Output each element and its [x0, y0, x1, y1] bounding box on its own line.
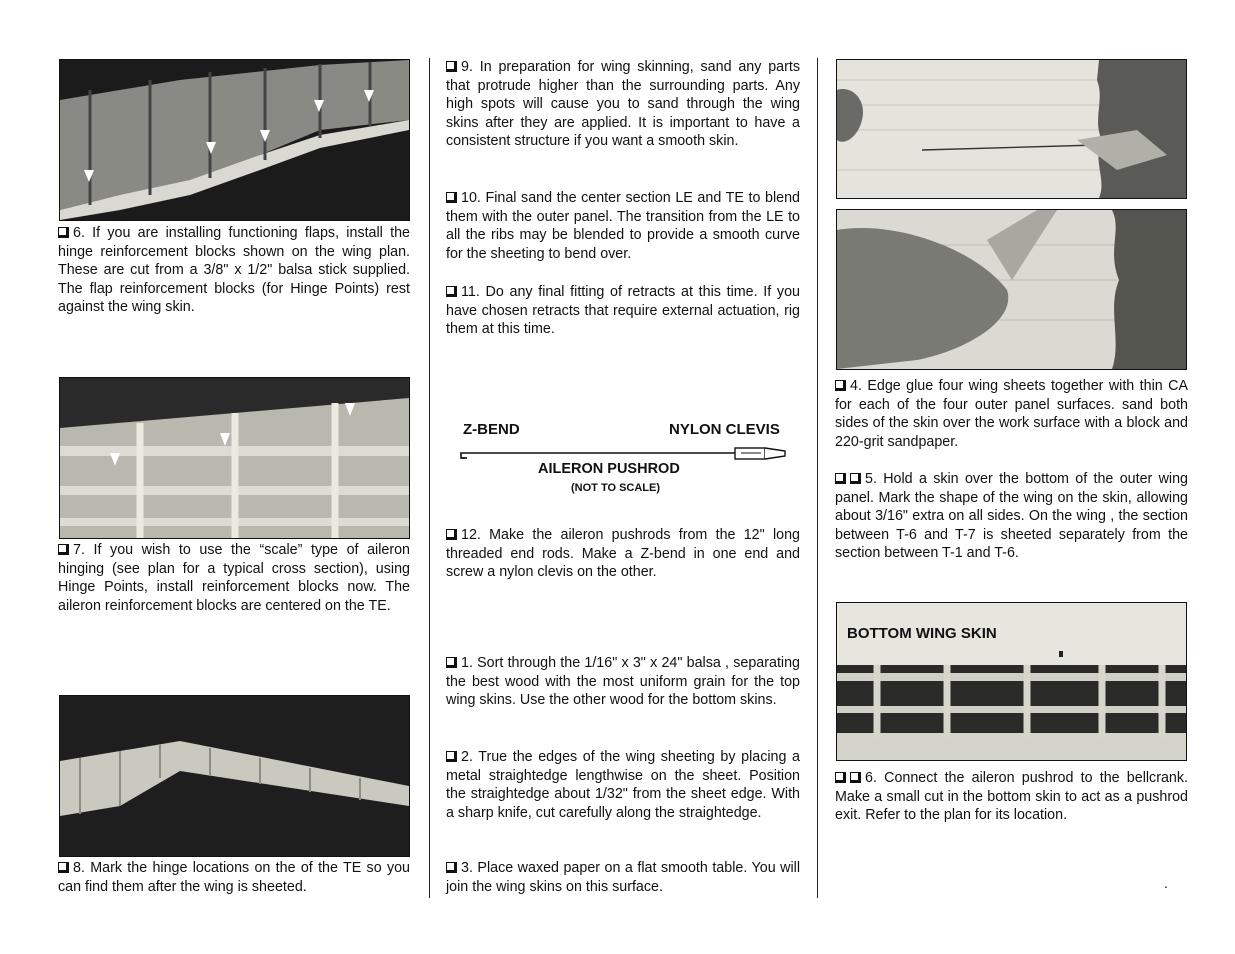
checkbox-icon[interactable] [446, 529, 457, 540]
middle-skin-1: 1. Sort through the 1/16" x 3" x 24" balsa , separating the best wood with the most uniform grain for the top wing skins. Use the other wood for the bottom skins. [446, 655, 800, 709]
checkbox-icon[interactable] [446, 61, 457, 72]
middle-skin-2: 2. True the edges of the wing sheeting by placing a metal straightedge lengthwise on the sheet. Position the straightedge about 1/32" from the sheet edge. With a sharp knife, cut carefully along the straightedge. [446, 749, 800, 821]
right-skin-5: 5. Hold a skin over the bottom of the outer wing panel. Mark the shape of the wing on the skin, allowing about 3/16" extra on all sides. On the wing , the section between T-6 and T-7 is sheeted separately from the section between T-1 and T-6. [835, 471, 1188, 562]
middle-step-11: 11. Do any final fitting of retracts at this time. If you have chosen retracts that require external actuation, rig them at this time. [446, 284, 800, 338]
left-step-6: 6. If you are installing functioning flaps, install the hinge reinforcement blocks shown on the wing plan. These are cut from a 3/8" x 1/2" balsa stick supplied. The flap reinforcement blocks (for Hinge Points) rest against the wing skin. [58, 225, 410, 316]
column-divider-left [429, 58, 430, 898]
checkbox-icon[interactable] [446, 862, 457, 873]
left-step-7: 7. If you wish to use the “scale” type of aileron hinging (see plan for a typical cross section), using Hinge Points, install reinforcement blocks now. The aileron reinforcement blocks are centered on the TE. [58, 542, 410, 614]
diagram-clevis-label: NYLON CLEVIS [669, 421, 780, 438]
diagram-zbend-label: Z-BEND [463, 421, 520, 438]
photo-aileron-reinforcement [59, 377, 410, 539]
checkbox-icon[interactable] [835, 473, 846, 484]
photo-flap-reinforcement [59, 59, 410, 221]
photo-label: BOTTOM WING SKIN [847, 625, 997, 642]
checkbox-icon[interactable] [58, 862, 69, 873]
photo-hinge-marks [59, 695, 410, 857]
middle-step-12: 12. Make the aileron pushrods from the 12" long threaded end rods. Make a Z-bend in one end and screw a nylon clevis on the other. [446, 527, 800, 581]
right-skin-6: 6. Connect the aileron pushrod to the bellcrank. Make a small cut in the bottom skin to act as a pushrod exit. Refer to the plan for its location. [835, 770, 1188, 824]
pushrod-diagram [455, 415, 800, 500]
middle-skin-3: 3. Place waxed paper on a flat smooth table. You will join the wing skins on this surface. [446, 860, 800, 895]
diagram-subtitle: (NOT TO SCALE) [571, 482, 661, 494]
checkbox-icon[interactable] [835, 380, 846, 391]
photo-sheet-sanding [836, 209, 1187, 370]
checkbox-icon[interactable] [446, 657, 457, 668]
checkbox-icon[interactable] [850, 772, 861, 783]
checkbox-icon[interactable] [58, 544, 69, 555]
photo-bottom-wing-skin [836, 602, 1187, 761]
middle-step-10: 10. Final sand the center section LE and TE to blend them with the outer panel. The transition from the LE to all the ribs may be blended to provide a smooth curve for the sheeting to bend over. [446, 190, 800, 262]
checkbox-icon[interactable] [835, 772, 846, 783]
right-skin-4: 4. Edge glue four wing sheets together with thin CA for each of the four outer panel surfaces. sand both sides of the skin over the work surface with a block and 220-grit sandpaper. [835, 378, 1188, 450]
footer-dot: . [1164, 875, 1168, 891]
diagram-title: AILERON PUSHROD [538, 461, 680, 477]
photo-sheet-cutting [836, 59, 1187, 199]
checkbox-icon[interactable] [446, 286, 457, 297]
checkbox-icon[interactable] [850, 473, 861, 484]
checkbox-icon[interactable] [446, 751, 457, 762]
column-divider-right [817, 58, 818, 898]
checkbox-icon[interactable] [58, 227, 69, 238]
checkbox-icon[interactable] [446, 192, 457, 203]
left-step-8: 8. Mark the hinge locations on the of the TE so you can find them after the wing is sheeted. [58, 860, 410, 895]
middle-step-9: 9. In preparation for wing skinning, sand any parts that protrude higher than the surrounding parts. Any high spots will cause you to sand through the wing skins after they are applied. It is important to have a consistent structure if you want a smooth skin. [446, 59, 800, 150]
